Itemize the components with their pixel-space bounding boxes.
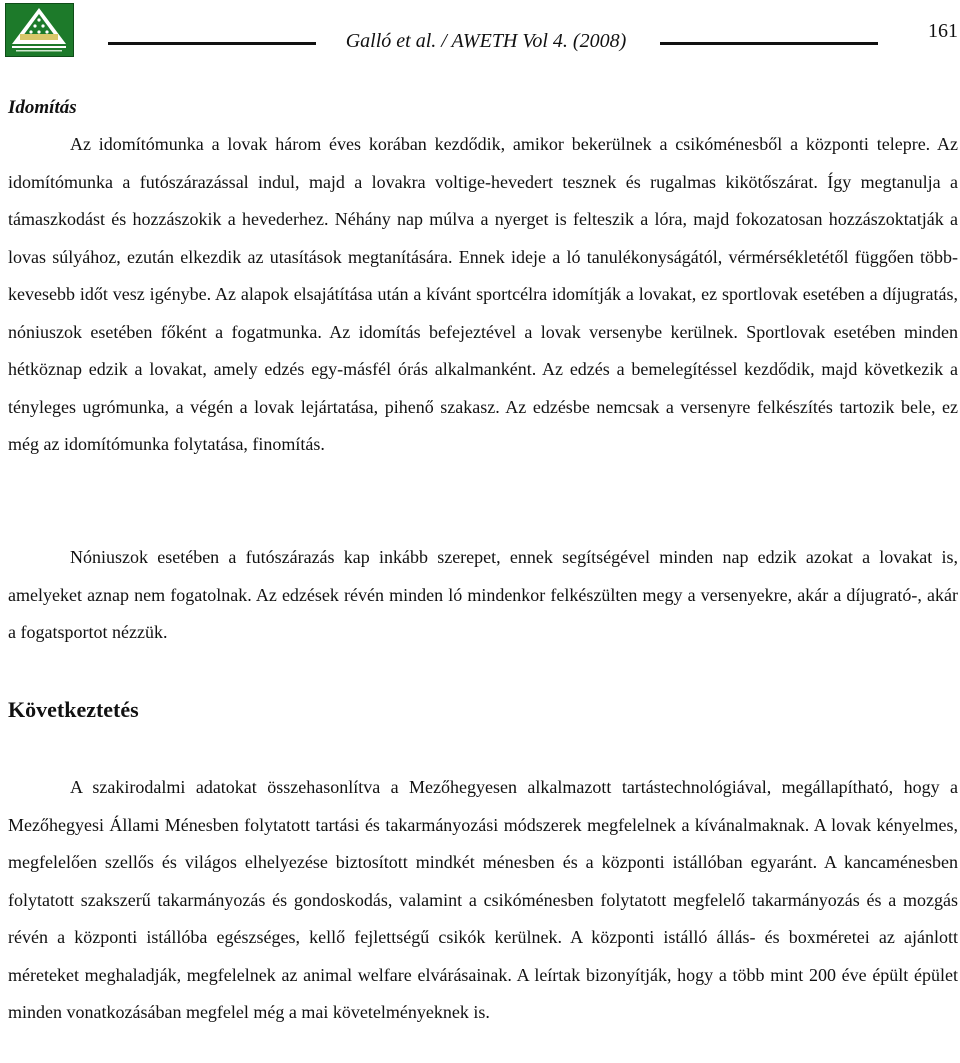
section-heading-idomitas: Idomítás	[8, 97, 77, 118]
body-paragraph: Nóniuszok esetében a futószárazás kap inkább szerepet, ennek segítségével minden nap edzik azokat a lovakat is, amelyeket aznap nem fogatolnak. Az edzések révén minden ló mindenkor felkészülten megy a versenyekre, akár a díjugrató-, akár a fogatsportot nézzük.	[8, 547, 958, 642]
page-number: 161	[928, 20, 958, 42]
journal-logo-icon	[5, 3, 74, 57]
body-paragraph: A szakirodalmi adatokat összehasonlítva a Mezőhegyesen alkalmazott tartástechnológiával, megállapítható, hogy a Mezőhegyesi Állami Ménesben folytatott tartási és takarmányozási módszerek megfelelnek a kívánalmaknak. A lovak kényelmes, megfelelően szellős és világos elhelyezése biztosított mindkét ménesben és a központi istállóban egyaránt. A kancaménesben folytatott szakszerű takarmányozás és gondoskodás, valamint a csikóménesben folytatott megfelelő takarmányozás és a mozgás révén a központi istállóba egészséges, kellő fejlettségű csikók kerülnek. A központi istálló állás- és boxméretei az ajánlott méreteket meghaladják, megfelelnek az animal welfare elvárásainak. A leírtak bizonyítják, hogy a több mint 200 éve épült épület minden vonatkozásában megfelel még a mai követelményeknek is.	[8, 777, 958, 1022]
section-heading-kovetkeztetes: Következtetés	[8, 697, 139, 722]
body-paragraph: Az idomítómunka a lovak három éves korában kezdődik, amikor bekerülnek a csikóménesből a központi telepre. Az idomítómunka a futószárazással indul, majd a lovakra voltige-hevedert tesznek és rugalmas kikötőszárat. Így megtanulja a támaszkodást és hozzászokik a hevederhez. Néhány nap múlva a nyerget is felteszik a lóra, majd fokozatosan hozzászoktatják a lovas súlyához, ezután elkezdik az utasítások megtanítására. Ennek ideje a ló tanulékonyságától, vérmérsékletétől függően több-kevesebb időt vesz igénybe. Az alapok elsajátítása után a kívánt sportcélra idomítják a lovakat, ez sportlovak esetében a díjugratás, nóniuszok esetében főként a fogatmunka. Az idomítás befejeztével a lovak versenybe kerülnek. Sportlovak esetében minden hétköznap edzik a lovakat, amely edzés egy-másfél órás alkalmanként. Az edzés a bemelegítéssel kezdődik, majd következik a tényleges ugrómunka, a végén a lovak lejártatása, pihenő szakasz. Az edzésbe nemcsak a versenyre felkészítés tartozik bele, ez még az idomítómunka folytatása, finomítás.	[8, 134, 958, 454]
running-head: Galló et al. / AWETH Vol 4. (2008)	[345, 30, 627, 52]
header-rule-right	[660, 42, 878, 45]
header-rule-left	[108, 42, 316, 45]
